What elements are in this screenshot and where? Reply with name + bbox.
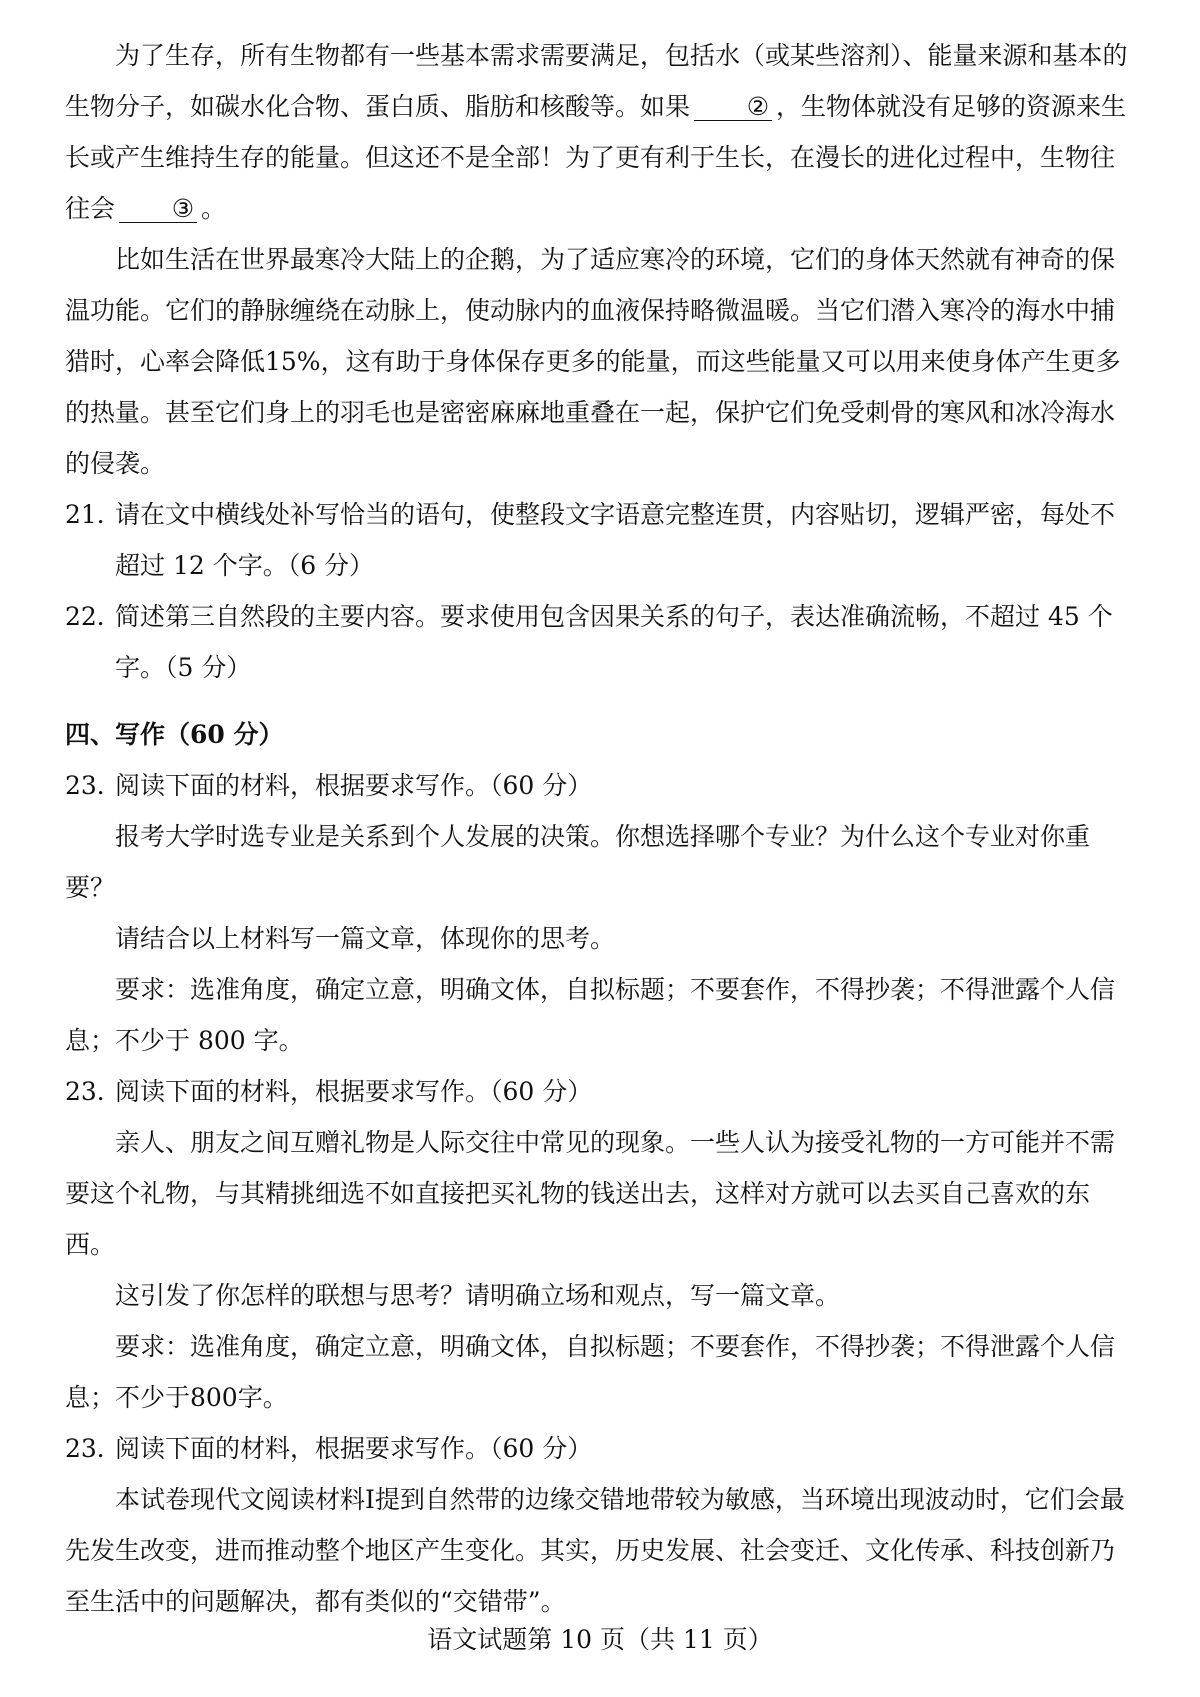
para1-text-2: ，生物体就没有足够的资源来生长或产生维持生存的能量。但这还不是全部！为了更有利于生长，在漫长的进化过程中，生物往往会 — [65, 92, 1127, 223]
question-text: 简述第三自然段的主要内容。要求使用包含因果关系的句子，表达准确流畅，不超过 45 个字。（5 分） — [115, 602, 1113, 682]
question-23-b — [65, 1066, 1135, 1117]
page-footer: 语文试题第 10 页（共 11 页） — [427, 1625, 773, 1654]
requirements-paragraph: 要求：选准角度，确定立意，明确文体，自拟标题；不要套作，不得抄袭；不得泄露个人信息；不少于800字。 — [65, 1332, 1116, 1412]
material-paragraph: 请结合以上材料写一篇文章，体现你的思考。 — [115, 924, 616, 953]
material-paragraph: 亲人、朋友之间互赠礼物是人际交往中常见的现象。一些人认为接受礼物的一方可能并不需要这个礼物，与其精挑细选不如直接把买礼物的钱送出去，这样对方就可以去买自己喜欢的东西。 — [65, 1128, 1116, 1259]
question-number: 23． — [65, 1077, 122, 1106]
question-22 — [65, 591, 1135, 693]
question-number: 23． — [65, 1434, 122, 1463]
material-paragraph: 这引发了你怎样的联想与思考？请明确立场和观点，写一篇文章。 — [115, 1281, 841, 1310]
para1-text-1: 为了生存，所有生物都有一些基本需求需要满足，包括水（或某些溶剂）、能量来源和基本的生物分子，如碳水化合物、蛋白质、脂肪和核酸等。如果 — [65, 41, 1128, 121]
question-23-a — [65, 760, 1135, 811]
material-paragraph: 本试卷现代文阅读材料Ⅰ提到自然带的边缘交错地带较为敏感，当环境出现波动时，它们会最先发生改变，进而推动整个地区产生变化。其实，历史发展、社会变迁、文化传承、科技创新乃至生活中的问题解决，都有类似的“交错带”。 — [65, 1485, 1125, 1616]
question-number: 23． — [65, 771, 122, 800]
question-text: 请在文中横线处补写恰当的语句，使整段文字语意完整连贯，内容贴切，逻辑严密，每处不超过 12 个字。（6 分） — [115, 500, 1116, 580]
question-23-c — [65, 1423, 1135, 1474]
requirements-paragraph: 要求：选准角度，确定立意，明确文体，自拟标题；不要套作，不得抄袭；不得泄露个人信息；不少于 800 字。 — [65, 975, 1116, 1055]
question-21 — [65, 489, 1135, 591]
blank-3: ③ — [119, 196, 197, 223]
question-number: 22． — [65, 602, 122, 631]
material-paragraph: 报考大学时选专业是关系到个人发展的决策。你想选择哪个专业？为什么这个专业对你重要？ — [65, 822, 1091, 902]
question-text: 阅读下面的材料，根据要求写作。（60 分） — [115, 1077, 593, 1106]
paragraph-needs — [65, 30, 1135, 234]
question-text: 阅读下面的材料，根据要求写作。（60 分） — [115, 771, 593, 800]
para1-text-3: 。 — [201, 194, 227, 223]
question-text: 阅读下面的材料，根据要求写作。（60 分） — [115, 1434, 593, 1463]
paragraph-penguin: 比如生活在世界最寒冷大陆上的企鹅，为了适应寒冷的环境，它们的身体天然就有神奇的保温功能。它们的静脉缠绕在动脉上，使动脉内的血液保持略微温暖。当它们潜入寒冷的海水中捕猎时，心率会降低15%，这有助于身体保存更多的能量，而这些能量又可以用来使身体产生更多的热量。甚至它们身上的羽毛也是密密麻麻地重叠在一起，保护它们免受刺骨的寒风和冰冷海水的侵袭。 — [65, 245, 1121, 478]
page-content — [65, 30, 1135, 1627]
question-number: 21． — [65, 500, 122, 529]
section-heading-writing: 四、写作（60 分） — [65, 720, 284, 749]
blank-2: ② — [694, 94, 772, 121]
